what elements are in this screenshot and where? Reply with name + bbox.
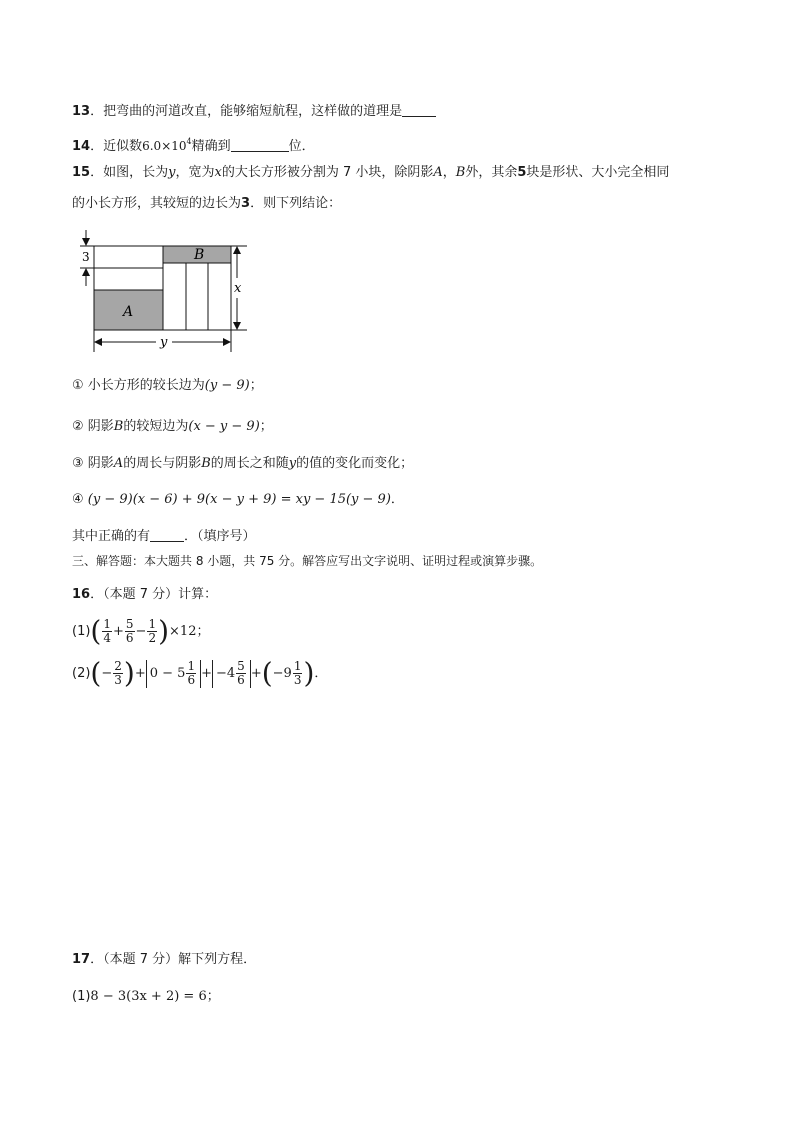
- denominator: 6: [237, 673, 245, 687]
- text: ，: [442, 165, 456, 180]
- math-expression: −4: [216, 665, 236, 681]
- text: ．: [314, 666, 328, 681]
- math-expression: ×12: [169, 624, 197, 639]
- var-y: y: [168, 165, 176, 180]
- answer-blank[interactable]: [150, 527, 184, 542]
- var-A: A: [433, 165, 443, 180]
- answer-blank[interactable]: [231, 137, 289, 152]
- math-expression: 0 − 5: [149, 665, 186, 681]
- question-14: [72, 133, 315, 156]
- question-number: 17: [72, 952, 91, 967]
- math-expression: −9: [272, 666, 292, 681]
- math-expression: 8 − 3(3x + 2) = 6: [90, 989, 207, 1004]
- number: 5: [517, 165, 527, 180]
- text: 的周长之和随: [210, 456, 289, 471]
- part-label: (1): [72, 624, 91, 639]
- text: ；: [196, 624, 210, 639]
- numerator: 1: [293, 659, 302, 673]
- text: 其中正确的有: [72, 529, 151, 544]
- denominator: 4: [103, 631, 111, 645]
- question-16: [72, 586, 217, 604]
- operator: +: [134, 666, 146, 681]
- question-text: ．（本题 7 分）解下列方程．: [90, 952, 257, 967]
- question-17: [72, 951, 256, 969]
- operator: +: [250, 666, 262, 681]
- text: ．: [390, 492, 404, 507]
- question-number: 14: [72, 139, 91, 154]
- text: ② 阴影: [72, 419, 114, 434]
- section-text: 三、解答题：本大题共 8 小题，共 75 分。解答应写出文字说明、证明过程或演算步骤。: [72, 554, 543, 568]
- question-number: 15: [72, 165, 91, 180]
- paren-close: ): [158, 614, 170, 648]
- paren-open: (: [261, 656, 273, 690]
- fraction: [125, 618, 135, 645]
- fraction: [236, 660, 246, 687]
- math-expression: (y − 9)(x − 6) + 9(x − y + 9) = xy − 15(y − 9): [87, 492, 391, 507]
- var-x: x: [214, 165, 222, 180]
- text: ；: [206, 989, 220, 1004]
- numerator: 1: [187, 659, 196, 673]
- question-text: 精确到: [191, 139, 231, 154]
- absolute-value: [146, 660, 201, 688]
- conclusion-2: [72, 418, 273, 436]
- text: ③ 阴影: [72, 456, 114, 471]
- fraction: [293, 660, 303, 687]
- absolute-value: [212, 660, 251, 688]
- numerator: 5: [125, 617, 134, 631]
- denominator: 2: [148, 631, 157, 645]
- text: ④: [72, 492, 84, 507]
- paren-close: ): [303, 656, 315, 690]
- label-3: 3: [82, 250, 90, 264]
- answer-blank[interactable]: [402, 102, 436, 117]
- var-B: B: [455, 165, 466, 180]
- label-x: x: [234, 281, 242, 296]
- question-15-line-1: [72, 164, 669, 182]
- paren-close: ): [123, 656, 135, 690]
- text: 的大长方形被分割为 7 小块，除阴影: [221, 165, 434, 180]
- paren-open: (: [90, 614, 102, 648]
- var-y: y: [288, 456, 297, 471]
- fraction: [102, 618, 112, 645]
- exponent: 4: [186, 137, 192, 146]
- var-B: B: [201, 456, 211, 471]
- math-expression: (y − 9): [204, 378, 250, 393]
- text: ；: [249, 378, 263, 393]
- conclusion-4: [72, 491, 404, 509]
- question-13: [72, 102, 436, 121]
- text: 的值的变化而变化；: [296, 456, 414, 471]
- var-B: B: [113, 419, 124, 434]
- conclusion-1: [72, 377, 263, 395]
- section-heading: [72, 552, 542, 570]
- text: ．（填序号）: [184, 529, 256, 544]
- conclusion-3: [72, 455, 413, 473]
- question-text: 位．: [288, 139, 315, 154]
- text: ；: [259, 419, 273, 434]
- answer-line: [72, 527, 256, 546]
- numerator: 1: [148, 617, 157, 631]
- number: 3: [241, 196, 251, 211]
- numerator: 2: [114, 659, 122, 673]
- text: 的较短边为: [123, 419, 189, 434]
- question-text: ．（本题 7 分）计算：: [90, 587, 218, 602]
- fraction: [113, 660, 123, 687]
- text: ，宽为: [175, 165, 215, 180]
- label-A: A: [123, 304, 134, 320]
- text: ．如图，长为: [90, 165, 169, 180]
- text: 块是形状、大小完全相同: [526, 165, 670, 180]
- operator: +: [201, 666, 212, 681]
- paren-open: (: [90, 656, 102, 690]
- text: 的周长与阴影: [123, 456, 202, 471]
- question-15-line-2: [72, 195, 341, 213]
- question-text: ．把弯曲的河道改直，能够缩短航程，这样做的道理是: [90, 104, 403, 119]
- text: ．则下列结论：: [250, 196, 342, 211]
- denominator: 3: [114, 673, 122, 687]
- operator: −: [101, 666, 113, 681]
- text: 外，其余: [465, 165, 518, 180]
- approx-number: 6.0×10: [142, 139, 187, 153]
- operator: +: [113, 624, 124, 639]
- part-label: (1): [72, 989, 91, 1004]
- question-number: 16: [72, 587, 91, 602]
- numerator: 5: [237, 659, 245, 673]
- question-text: ．近似数: [90, 139, 143, 154]
- denominator: 6: [125, 631, 134, 645]
- math-expression: (x − y − 9): [188, 419, 260, 434]
- q16-part-2: [72, 658, 327, 690]
- text: ① 小长方形的较长边为: [72, 378, 205, 393]
- denominator: 3: [293, 673, 302, 687]
- operator: −: [135, 624, 147, 639]
- question-number: 13: [72, 104, 91, 119]
- fraction: [147, 618, 157, 645]
- label-y: y: [160, 335, 168, 350]
- denominator: 6: [187, 673, 196, 687]
- q17-part-1: [72, 988, 220, 1006]
- text: 的小长方形，其较短的边长为: [72, 196, 242, 211]
- part-label: (2): [72, 666, 91, 681]
- label-B: B: [194, 247, 205, 263]
- numerator: 1: [103, 617, 111, 631]
- var-A: A: [113, 456, 124, 471]
- q16-part-1: [72, 616, 209, 648]
- fraction: [186, 660, 196, 687]
- rectangle-figure: [72, 228, 257, 354]
